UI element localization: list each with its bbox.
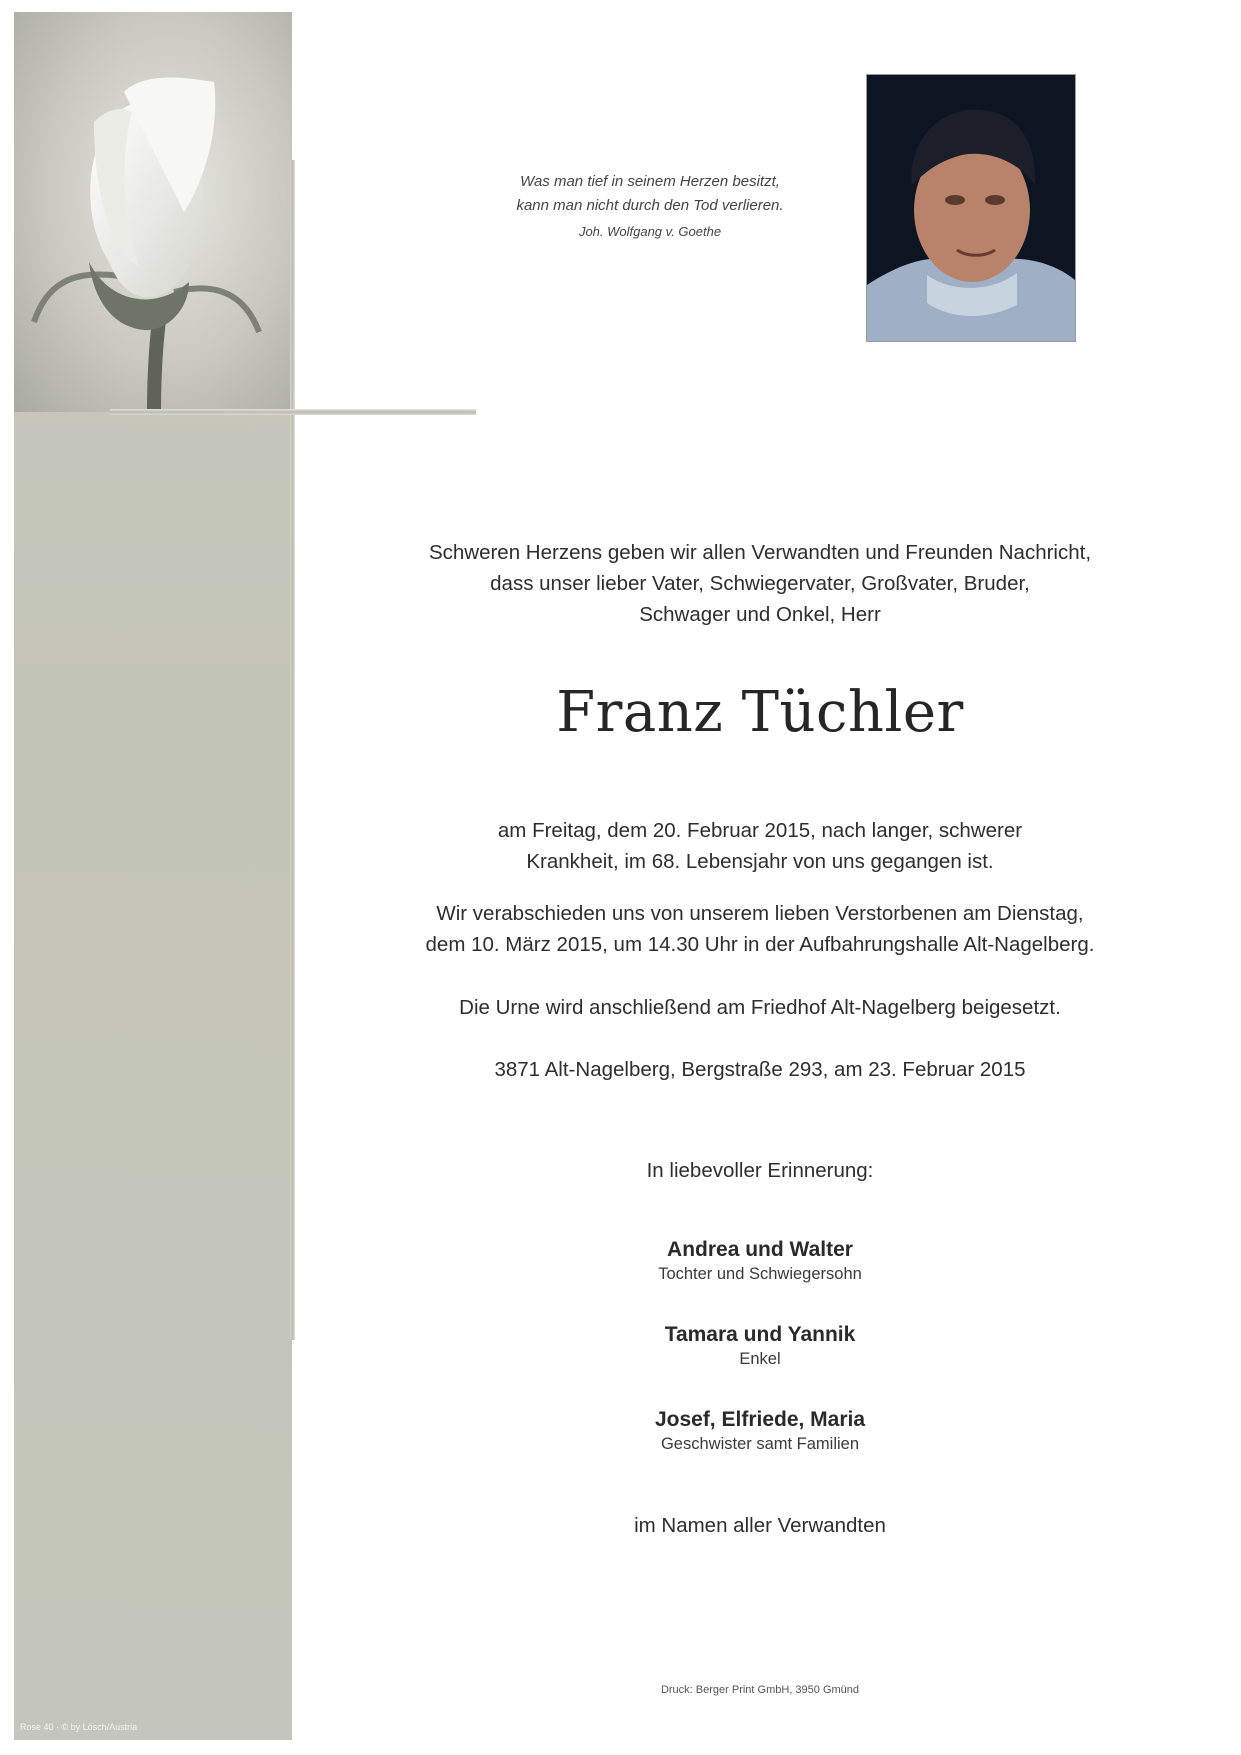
announcement-line: dass unser lieber Vater, Schwiegervater, Großvater, Bruder, (490, 572, 1030, 595)
quote-author: Joh. Wolfgang v. Goethe (578, 224, 722, 239)
sidebar-credit: Rose 40 · © by Lösch/Austria (20, 1722, 138, 1732)
quote-block (440, 170, 860, 239)
mourner-name: Josef, Elfriede, Maria (654, 1408, 866, 1431)
place-date-text: 3871 Alt-Nagelberg, Bergstraße 293, am 23. Februar 2015 (494, 1058, 1026, 1081)
mourner-relation: Tochter und Schwiegersohn (658, 1265, 862, 1283)
death-line: am Freitag, dem 20. Februar 2015, nach langer, schwerer (497, 819, 1023, 842)
printer-credit: Druck: Berger Print GmbH, 3950 Gmünd (660, 1684, 860, 1696)
death-line: Krankheit, im 68. Lebensjahr von uns gegangen ist. (526, 850, 994, 873)
announcement-line: Schweren Herzens geben wir allen Verwandten und Freunden Nachricht, (428, 541, 1092, 564)
announcement-line: Schwager und Onkel, Herr (639, 603, 881, 626)
mourner-name: Tamara und Yannik (664, 1323, 856, 1346)
deceased-name-block (340, 680, 1180, 745)
announcement-block (340, 537, 1180, 630)
mourner-name: Andrea und Walter (667, 1238, 853, 1261)
farewell-line: dem 10. März 2015, um 14.30 Uhr in der Aufbahrungshalle Alt-Nagelberg. (425, 933, 1095, 956)
place-date-block (340, 1054, 1180, 1085)
closing-text: im Namen aller Verwandten (634, 1514, 886, 1537)
mourner-item (340, 1407, 1180, 1455)
portrait-icon (867, 75, 1075, 341)
deceased-name: Franz Tüchler (556, 680, 964, 745)
decorative-horizontal-line (110, 409, 476, 415)
remembrance-block (340, 1155, 1180, 1186)
portrait-photo (866, 74, 1076, 342)
farewell-block (340, 898, 1180, 960)
urn-block (340, 992, 1180, 1023)
quote-line: kann man nicht durch den Tod verlieren. (516, 197, 784, 214)
white-rose-icon (14, 12, 292, 412)
mourner-item (340, 1322, 1180, 1370)
farewell-line: Wir verabschieden uns von unserem lieben Verstorbenen am Dienstag, (436, 902, 1084, 925)
urn-text: Die Urne wird anschließend am Friedhof Alt-Nagelberg beigesetzt. (459, 996, 1061, 1019)
quote-line: Was man tief in seinem Herzen besitzt, (520, 173, 780, 190)
remembrance-text: In liebevoller Erinnerung: (646, 1159, 874, 1182)
closing-block (340, 1510, 1180, 1541)
mourner-item (340, 1237, 1180, 1285)
mourner-relation: Geschwister samt Familien (660, 1435, 860, 1453)
decorative-vertical-line (290, 160, 295, 1340)
death-block (340, 815, 1180, 877)
mourner-relation: Enkel (739, 1350, 781, 1368)
rose-image (14, 12, 292, 412)
